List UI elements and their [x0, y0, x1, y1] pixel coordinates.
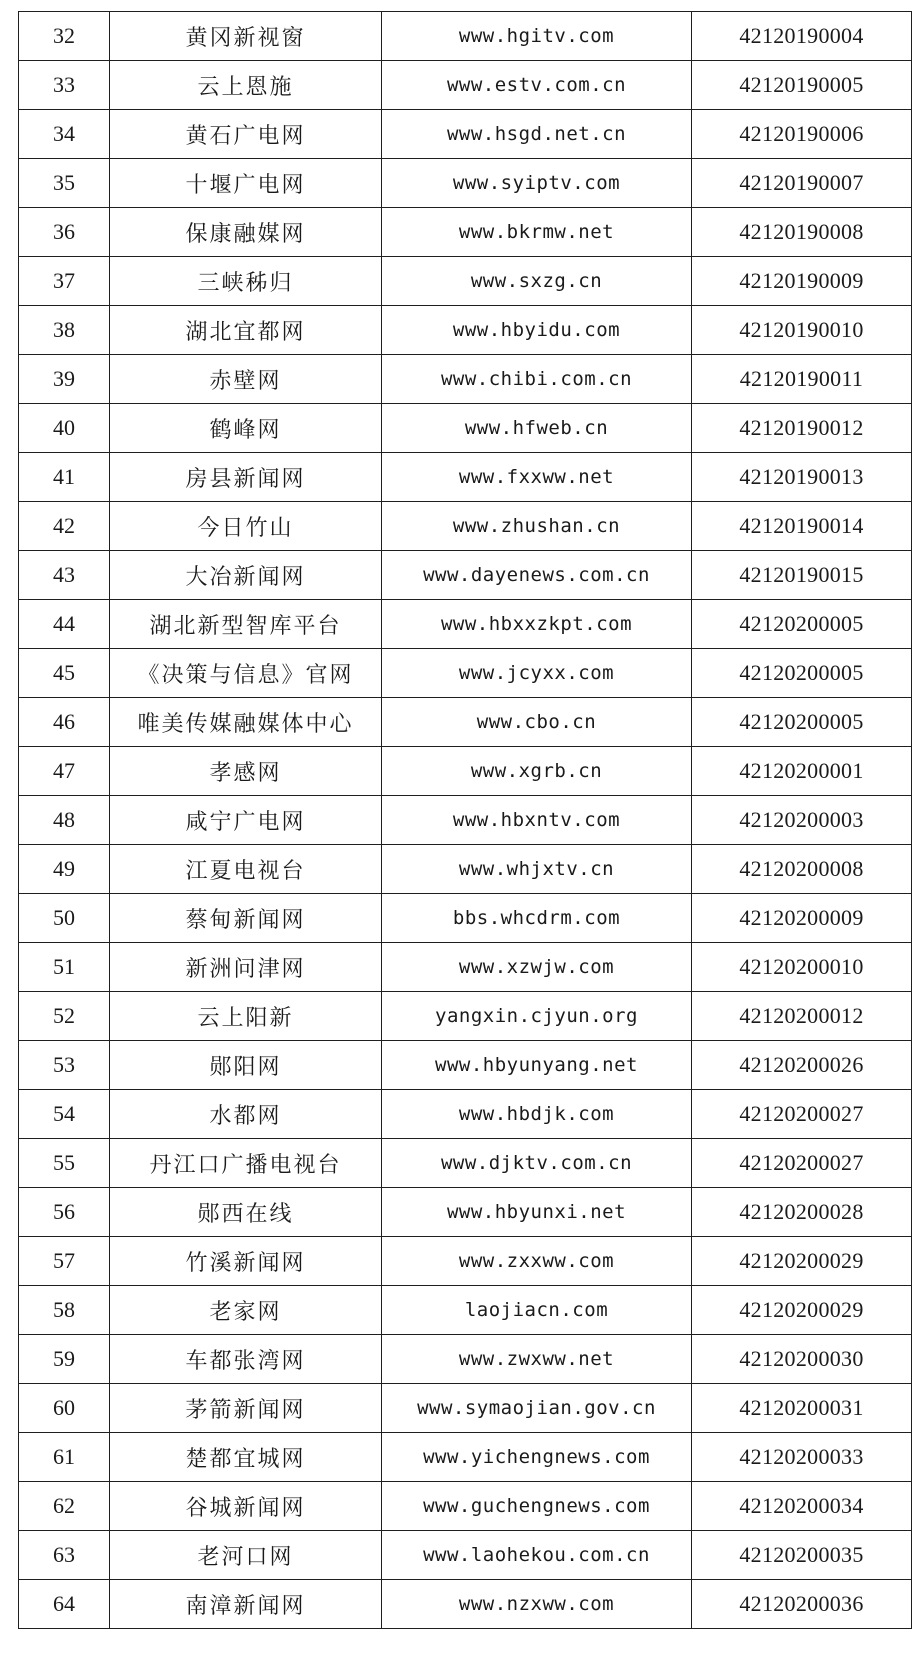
- table-row: [19, 943, 912, 992]
- site-url-cell: www.djktv.com.cn: [382, 1139, 692, 1188]
- row-number-cell: 42: [19, 502, 110, 551]
- table-row: [19, 12, 912, 61]
- site-name-cell: 十堰广电网: [110, 159, 382, 208]
- site-url-cell: www.dayenews.com.cn: [382, 551, 692, 600]
- record-code-cell: 42120200001: [692, 747, 912, 796]
- table-row: [19, 894, 912, 943]
- record-code-cell: 42120200034: [692, 1482, 912, 1531]
- site-url-cell: www.hbyunyang.net: [382, 1041, 692, 1090]
- row-number-cell: 63: [19, 1531, 110, 1580]
- site-url-cell: www.hgitv.com: [382, 12, 692, 61]
- site-url-cell: www.chibi.com.cn: [382, 355, 692, 404]
- row-number-cell: 34: [19, 110, 110, 159]
- site-url-cell: www.hsgd.net.cn: [382, 110, 692, 159]
- site-name-cell: 楚都宜城网: [110, 1433, 382, 1482]
- site-url-cell: bbs.whcdrm.com: [382, 894, 692, 943]
- site-name-cell: 江夏电视台: [110, 845, 382, 894]
- site-url-cell: www.cbo.cn: [382, 698, 692, 747]
- row-number-cell: 55: [19, 1139, 110, 1188]
- site-name-cell: 鹤峰网: [110, 404, 382, 453]
- table-row: [19, 1580, 912, 1629]
- table-row: [19, 796, 912, 845]
- record-code-cell: 42120190006: [692, 110, 912, 159]
- table-row: [19, 1041, 912, 1090]
- row-number-cell: 56: [19, 1188, 110, 1237]
- record-code-cell: 42120200003: [692, 796, 912, 845]
- site-url-cell: laojiacn.com: [382, 1286, 692, 1335]
- table-row: [19, 1433, 912, 1482]
- row-number-cell: 60: [19, 1384, 110, 1433]
- site-name-cell: 车都张湾网: [110, 1335, 382, 1384]
- website-registry-table: [18, 11, 912, 1629]
- row-number-cell: 57: [19, 1237, 110, 1286]
- row-number-cell: 44: [19, 600, 110, 649]
- record-code-cell: 42120200030: [692, 1335, 912, 1384]
- table-row: [19, 1237, 912, 1286]
- site-url-cell: www.hbxntv.com: [382, 796, 692, 845]
- record-code-cell: 42120200027: [692, 1139, 912, 1188]
- row-number-cell: 52: [19, 992, 110, 1041]
- site-url-cell: www.fxxww.net: [382, 453, 692, 502]
- row-number-cell: 64: [19, 1580, 110, 1629]
- site-url-cell: www.hbyunxi.net: [382, 1188, 692, 1237]
- record-code-cell: 42120200005: [692, 600, 912, 649]
- table-row: [19, 698, 912, 747]
- record-code-cell: 42120190005: [692, 61, 912, 110]
- record-code-cell: 42120200008: [692, 845, 912, 894]
- table-row: [19, 992, 912, 1041]
- row-number-cell: 41: [19, 453, 110, 502]
- record-code-cell: 42120190011: [692, 355, 912, 404]
- table-row: [19, 1090, 912, 1139]
- site-name-cell: 咸宁广电网: [110, 796, 382, 845]
- site-url-cell: www.bkrmw.net: [382, 208, 692, 257]
- record-code-cell: 42120190013: [692, 453, 912, 502]
- site-name-cell: 大冶新闻网: [110, 551, 382, 600]
- site-url-cell: yangxin.cjyun.org: [382, 992, 692, 1041]
- record-code-cell: 42120190009: [692, 257, 912, 306]
- table-row: [19, 61, 912, 110]
- row-number-cell: 37: [19, 257, 110, 306]
- row-number-cell: 45: [19, 649, 110, 698]
- table-row: [19, 1139, 912, 1188]
- site-url-cell: www.laohekou.com.cn: [382, 1531, 692, 1580]
- record-code-cell: 42120190010: [692, 306, 912, 355]
- site-url-cell: www.zxxww.com: [382, 1237, 692, 1286]
- table-row: [19, 306, 912, 355]
- registry-table-body: [19, 12, 912, 1629]
- site-name-cell: 《决策与信息》官网: [110, 649, 382, 698]
- site-url-cell: www.symaojian.gov.cn: [382, 1384, 692, 1433]
- site-name-cell: 唯美传媒融媒体中心: [110, 698, 382, 747]
- site-name-cell: 黄石广电网: [110, 110, 382, 159]
- site-name-cell: 郧西在线: [110, 1188, 382, 1237]
- site-url-cell: www.syiptv.com: [382, 159, 692, 208]
- table-row: [19, 600, 912, 649]
- site-url-cell: www.estv.com.cn: [382, 61, 692, 110]
- row-number-cell: 35: [19, 159, 110, 208]
- record-code-cell: 42120200012: [692, 992, 912, 1041]
- row-number-cell: 32: [19, 12, 110, 61]
- table-row: [19, 502, 912, 551]
- site-name-cell: 南漳新闻网: [110, 1580, 382, 1629]
- row-number-cell: 39: [19, 355, 110, 404]
- record-code-cell: 42120200026: [692, 1041, 912, 1090]
- site-url-cell: www.yichengnews.com: [382, 1433, 692, 1482]
- site-name-cell: 三峡秭归: [110, 257, 382, 306]
- site-url-cell: www.nzxww.com: [382, 1580, 692, 1629]
- record-code-cell: 42120200033: [692, 1433, 912, 1482]
- site-name-cell: 保康融媒网: [110, 208, 382, 257]
- table-row: [19, 110, 912, 159]
- site-name-cell: 赤壁网: [110, 355, 382, 404]
- record-code-cell: 42120200029: [692, 1237, 912, 1286]
- row-number-cell: 53: [19, 1041, 110, 1090]
- record-code-cell: 42120190015: [692, 551, 912, 600]
- site-name-cell: 竹溪新闻网: [110, 1237, 382, 1286]
- record-code-cell: 42120200028: [692, 1188, 912, 1237]
- site-name-cell: 谷城新闻网: [110, 1482, 382, 1531]
- site-name-cell: 云上阳新: [110, 992, 382, 1041]
- site-url-cell: www.guchengnews.com: [382, 1482, 692, 1531]
- site-url-cell: www.hbdjk.com: [382, 1090, 692, 1139]
- row-number-cell: 38: [19, 306, 110, 355]
- row-number-cell: 46: [19, 698, 110, 747]
- row-number-cell: 59: [19, 1335, 110, 1384]
- record-code-cell: 42120190004: [692, 12, 912, 61]
- table-row: [19, 1188, 912, 1237]
- record-code-cell: 42120190014: [692, 502, 912, 551]
- site-name-cell: 云上恩施: [110, 61, 382, 110]
- row-number-cell: 54: [19, 1090, 110, 1139]
- record-code-cell: 42120200031: [692, 1384, 912, 1433]
- site-url-cell: www.hbyidu.com: [382, 306, 692, 355]
- site-url-cell: www.xzwjw.com: [382, 943, 692, 992]
- record-code-cell: 42120190008: [692, 208, 912, 257]
- record-code-cell: 42120200029: [692, 1286, 912, 1335]
- table-row: [19, 1482, 912, 1531]
- site-name-cell: 水都网: [110, 1090, 382, 1139]
- site-url-cell: www.hfweb.cn: [382, 404, 692, 453]
- record-code-cell: 42120200035: [692, 1531, 912, 1580]
- table-row: [19, 551, 912, 600]
- record-code-cell: 42120200009: [692, 894, 912, 943]
- row-number-cell: 33: [19, 61, 110, 110]
- site-name-cell: 郧阳网: [110, 1041, 382, 1090]
- row-number-cell: 43: [19, 551, 110, 600]
- site-name-cell: 今日竹山: [110, 502, 382, 551]
- table-row: [19, 355, 912, 404]
- table-row: [19, 1384, 912, 1433]
- site-url-cell: www.xgrb.cn: [382, 747, 692, 796]
- table-row: [19, 649, 912, 698]
- record-code-cell: 42120200005: [692, 698, 912, 747]
- table-row: [19, 747, 912, 796]
- row-number-cell: 58: [19, 1286, 110, 1335]
- record-code-cell: 42120200005: [692, 649, 912, 698]
- table-row: [19, 845, 912, 894]
- table-row: [19, 159, 912, 208]
- site-name-cell: 湖北宜都网: [110, 306, 382, 355]
- site-url-cell: www.zwxww.net: [382, 1335, 692, 1384]
- table-row: [19, 208, 912, 257]
- table-row: [19, 257, 912, 306]
- site-url-cell: www.jcyxx.com: [382, 649, 692, 698]
- record-code-cell: 42120200010: [692, 943, 912, 992]
- row-number-cell: 50: [19, 894, 110, 943]
- table-row: [19, 1286, 912, 1335]
- site-name-cell: 孝感网: [110, 747, 382, 796]
- record-code-cell: 42120200036: [692, 1580, 912, 1629]
- row-number-cell: 51: [19, 943, 110, 992]
- row-number-cell: 40: [19, 404, 110, 453]
- row-number-cell: 47: [19, 747, 110, 796]
- table-row: [19, 1531, 912, 1580]
- site-name-cell: 黄冈新视窗: [110, 12, 382, 61]
- record-code-cell: 42120200027: [692, 1090, 912, 1139]
- site-name-cell: 老家网: [110, 1286, 382, 1335]
- table-row: [19, 1335, 912, 1384]
- row-number-cell: 62: [19, 1482, 110, 1531]
- site-url-cell: www.hbxxzkpt.com: [382, 600, 692, 649]
- record-code-cell: 42120190007: [692, 159, 912, 208]
- table-row: [19, 453, 912, 502]
- site-url-cell: www.zhushan.cn: [382, 502, 692, 551]
- site-name-cell: 老河口网: [110, 1531, 382, 1580]
- site-name-cell: 丹江口广播电视台: [110, 1139, 382, 1188]
- record-code-cell: 42120190012: [692, 404, 912, 453]
- row-number-cell: 49: [19, 845, 110, 894]
- site-url-cell: www.sxzg.cn: [382, 257, 692, 306]
- table-row: [19, 404, 912, 453]
- row-number-cell: 36: [19, 208, 110, 257]
- site-name-cell: 茅箭新闻网: [110, 1384, 382, 1433]
- site-name-cell: 新洲问津网: [110, 943, 382, 992]
- site-name-cell: 房县新闻网: [110, 453, 382, 502]
- row-number-cell: 48: [19, 796, 110, 845]
- site-name-cell: 蔡甸新闻网: [110, 894, 382, 943]
- row-number-cell: 61: [19, 1433, 110, 1482]
- site-url-cell: www.whjxtv.cn: [382, 845, 692, 894]
- site-name-cell: 湖北新型智库平台: [110, 600, 382, 649]
